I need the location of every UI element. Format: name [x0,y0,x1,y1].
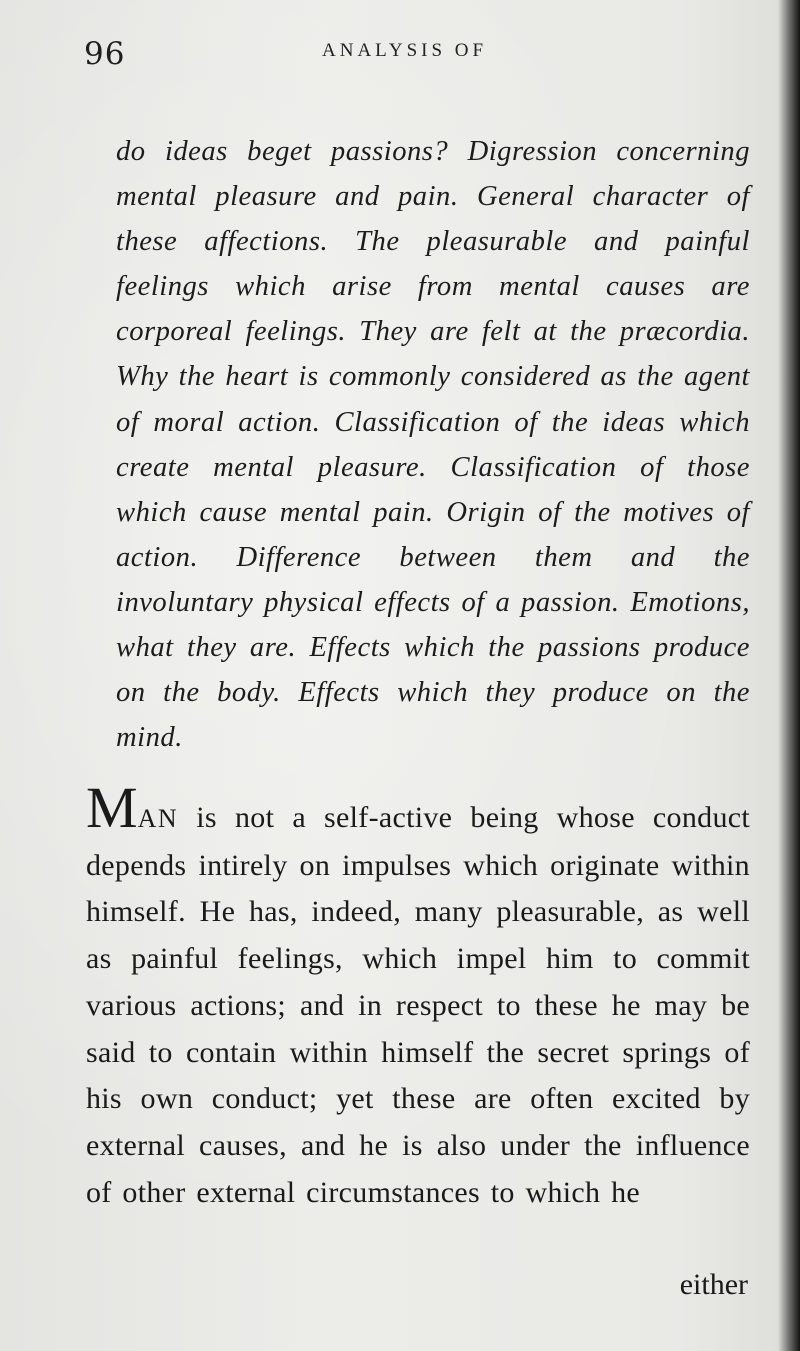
catchword: either [679,1268,748,1301]
drop-cap: M [86,775,138,840]
body-paragraph [86,775,750,1216]
body-text: is not a self-active being whose conduct depends intirely on impulses which originate within himself. He has, indeed, many pleasurable, as well as painful feelings, which impel him to commit various actions; and in respect to these he may be said to contain within himself the secret springs of his own conduct; yet these are often excited by external causes, and he is also under the influence of other external circumstances to which he [86,801,750,1209]
chapter-summary: do ideas beget passions? Digression concerning mental pleasure and pain. General character of these affections. The pleasurable and painful feelings which arise from mental causes are corporeal feelings. They are felt at the præcordia. Why the heart is commonly considered as the agent of moral action. Classification of the ideas which create mental pleasure. Classification of those which cause mental pain. Origin of the motives of action. Difference between them and the involuntary physical effects of a passion. Emotions, what they are. Effects which the passions produce on the body. Effects which they produce on the mind. [116,136,750,754]
small-caps-word: AN [137,804,179,833]
page-edge-shadow [778,0,800,1351]
page-header [0,36,780,76]
page-number: 96 [84,36,126,72]
running-head: ANALYSIS OF [322,40,488,61]
